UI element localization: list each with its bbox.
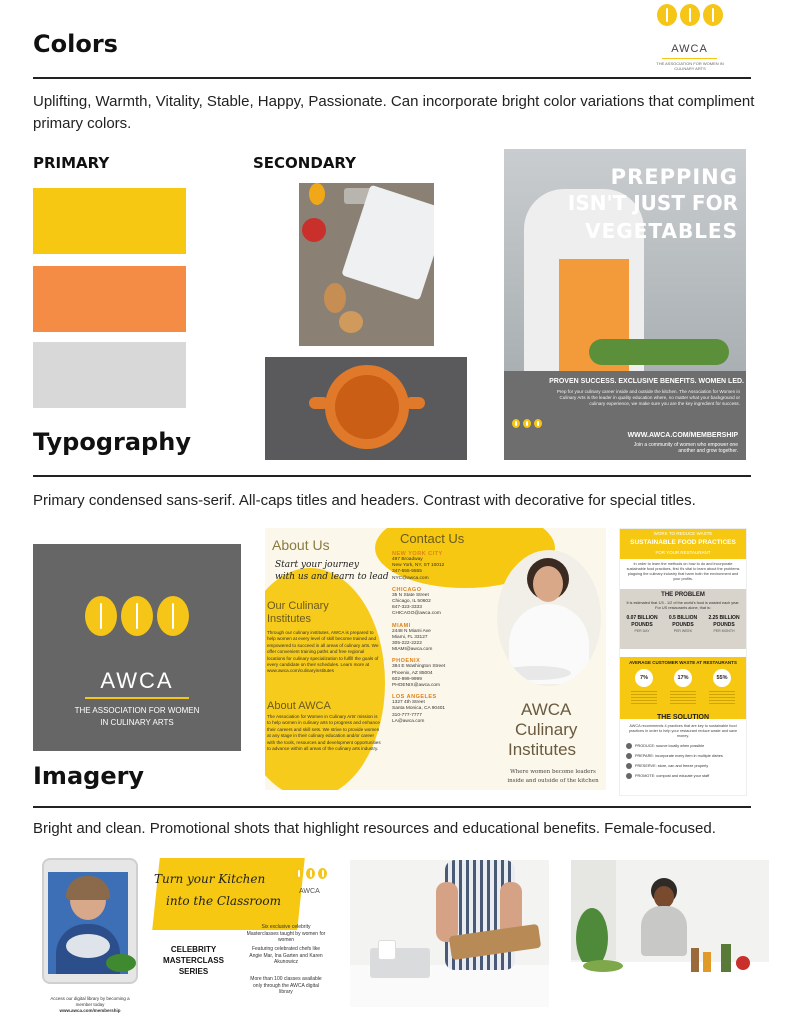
info-percents	[628, 669, 738, 705]
primary-label: PRIMARY	[33, 154, 110, 172]
solution-item	[626, 773, 742, 779]
brochure-big-3: Institutes	[508, 740, 577, 759]
solution-icon	[626, 753, 632, 759]
poster-url: WWW.AWCA.COM/MEMBERSHIP	[627, 432, 738, 439]
logo-name: AWCA	[671, 43, 708, 55]
brochure-institutes-body: Through our culinary institutes, AWCA is prepared to help women at every level of skill become trained and empowered to succeed in all areas of culinary arts. We offer convenient training paths and free regional locations for culinary specialization to fulfill the goals of every candidate on their schedules. Learn more at www.awca.com/culinaryinstitutes	[267, 630, 379, 674]
masterclass-text-2: Featuring celebrated chefs like Angie Mar, Ina Garten and Karen Akunowicz	[249, 946, 323, 965]
typography-title: Typography	[33, 428, 191, 456]
solution-icon	[626, 773, 632, 779]
swatch-gray	[33, 342, 186, 408]
location-block	[392, 623, 492, 654]
logo-tagline: THE ASSOCIATION FOR WOMEN IN CULINARY ARTS	[656, 61, 724, 71]
location-city: LOS ANGELES	[392, 694, 437, 701]
info-subtitle: FOR YOUR RESTAURANT	[655, 550, 711, 555]
info-title: SUSTAINABLE FOOD PRACTICES	[630, 539, 736, 546]
awca-logo	[647, 4, 737, 74]
poster-knife-icon	[534, 419, 542, 428]
brochure-big-1: AWCA	[521, 700, 572, 719]
stat-item	[622, 615, 662, 634]
location-block	[392, 658, 492, 689]
stat-unit: POUNDS	[672, 622, 694, 628]
masterclass-caption-1: Access our digital library by becoming a member today	[50, 996, 130, 1007]
solution-item	[626, 763, 742, 769]
spoon-icon	[680, 4, 700, 26]
colors-description: Uplifting, Warmth, Vitality, Stable, Happy, Passionate. Can incorporate bright color variations that compliment primary colors.	[33, 93, 755, 132]
info-solutions	[626, 743, 742, 783]
solution-icon	[626, 763, 632, 769]
ad-spoon-icon	[306, 868, 315, 879]
masterclass-series-3: SERIES	[178, 967, 209, 976]
location-line: 35 N State Street	[392, 592, 429, 598]
brochure-script-2: with us and learn to lead	[275, 572, 389, 582]
poster-headline-3: VEGETABLES	[585, 219, 738, 243]
percent-item	[667, 669, 699, 705]
solution-text: PREPARE: incorporate every item in multiple dishes	[635, 753, 723, 758]
percent-badge: 7%	[635, 669, 653, 687]
location-line: NYC@awca.com	[392, 575, 429, 581]
location-line: New York, NY, ST 10012	[392, 563, 445, 569]
imagery-title: Imagery	[33, 762, 145, 790]
location-line: 847-323-3333	[392, 605, 422, 611]
stat-unit: POUNDS	[631, 622, 653, 628]
page-title: Colors	[33, 30, 118, 58]
solution-icon	[626, 743, 632, 749]
stat-item	[663, 615, 703, 634]
photo-cutting-board	[350, 860, 549, 1007]
brochure-big-2: Culinary	[515, 720, 578, 739]
location-line: 310-777-7777	[392, 712, 422, 718]
location-city: CHICAGO	[392, 586, 422, 593]
location-city: NEW YORK CITY	[392, 551, 443, 557]
masterclass-script-1: Turn your Kitchen	[154, 872, 266, 886]
location-line: 305-222-2222	[392, 641, 422, 647]
knife-icon	[703, 4, 723, 26]
location-line: MIAMI@awca.com	[392, 647, 433, 653]
brochure-script-1: Start your journey	[275, 560, 359, 570]
percent-badge: 55%	[713, 669, 731, 687]
location-line: Santa Monica, CA 90401	[392, 706, 446, 712]
poster-headline-2: ISN'T JUST FOR	[567, 191, 738, 215]
location-city: PHOENIX	[392, 658, 421, 665]
location-line: Chicago, IL 50602	[392, 599, 431, 605]
location-line: CHICAGO@awca.com	[392, 611, 441, 617]
masterclass-ad	[36, 858, 341, 1016]
info-kicker: WORK TO REDUCE WASTE	[653, 531, 713, 536]
solution-text: PRODUCE: source locally when possible	[635, 743, 705, 748]
card-fork-icon	[85, 596, 117, 636]
info-solution-text: AWCA recommends 4 practices that are key to sustainable food practices in order to help your restaurant reduce waste and save money.	[628, 724, 738, 738]
info-waste-title: AVERAGE CUSTOMER WASTE AT RESTAURANTS	[629, 660, 737, 665]
solution-item	[626, 743, 742, 749]
card-logo-tagline-2: IN CULINARY ARTS	[100, 718, 174, 727]
institutes-brochure	[265, 528, 606, 790]
location-line: 347-555-5555	[392, 569, 422, 575]
typography-description: Primary condensed sans-serif. All-caps titles and headers. Contrast with decorative for special titles.	[33, 492, 696, 509]
info-problem-title: THE PROBLEM	[661, 592, 705, 598]
stat-period: PER MONTH	[713, 629, 735, 633]
masterclass-text-3: More than 100 classes available only through the AWCA digital library	[250, 976, 322, 995]
poster-footer: Join a community of women who empower one another and grow together.	[633, 442, 738, 454]
poster-spoon-icon	[523, 419, 531, 428]
card-spoon-icon	[121, 596, 153, 636]
location-line: PHOENIX@awca.com	[392, 683, 441, 689]
solution-text: PRESERVE: store, can and freeze properly	[635, 763, 709, 768]
sustainable-food-infographic	[619, 528, 747, 796]
percent-badge: 17%	[674, 669, 692, 687]
info-stats	[622, 615, 744, 634]
location-block	[392, 551, 492, 582]
stat-unit: POUNDS	[713, 622, 735, 628]
poster-headline-1: PREPPING	[610, 165, 738, 189]
secondary-label: SECONDARY	[253, 154, 357, 172]
location-line: LA@awca.com	[392, 718, 425, 724]
brochure-about-title: About Us	[272, 537, 330, 553]
masterclass-text-1: Six exclusive celebrity Masterclasses taught by women for women	[246, 924, 326, 943]
poster-tagline: PROVEN SUCCESS. EXCLUSIVE BENEFITS. WOMEN LED.	[549, 378, 744, 385]
masterclass-caption-2: www.awca.com/membership	[59, 1008, 121, 1013]
location-block	[392, 694, 492, 725]
brochure-about2-title: About AWCA	[267, 700, 331, 712]
ad-knife-icon	[318, 868, 327, 879]
percent-item	[628, 669, 660, 705]
location-line: 602-999-9999	[392, 676, 422, 682]
stat-item	[704, 615, 744, 634]
location-line: 497 Broadway	[392, 557, 423, 562]
location-line: Miami, FL 33127	[392, 634, 428, 640]
ad-fork-icon	[294, 868, 303, 879]
imagery-description: Bright and clean. Promotional shots that highlight resources and educational benefits. Female-focused.	[33, 820, 716, 837]
brochure-contact-title: Contact Us	[400, 531, 465, 546]
solution-text: PROMOTE: compost and educate your staff	[635, 773, 710, 778]
swatch-yellow	[33, 188, 186, 254]
fork-icon	[657, 4, 677, 26]
location-block	[392, 587, 492, 618]
swatch-orange	[33, 266, 186, 332]
location-city: MIAMI	[392, 622, 411, 629]
photo-orange-pot	[265, 357, 467, 460]
card-logo-name: AWCA	[100, 668, 174, 693]
card-knife-icon	[157, 596, 189, 636]
masterclass-logo: AWCA	[299, 888, 320, 895]
location-line: 384 E Washington Street	[392, 664, 446, 670]
brochure-institutes-title: Our Culinary Institutes	[267, 600, 329, 625]
location-line: 2448 N Miami Ave	[392, 628, 431, 634]
poster-fork-icon	[512, 419, 520, 428]
location-line: 1327 4th Street	[392, 700, 425, 706]
photo-woman-kitchen	[571, 860, 769, 1007]
stat-value: 0.07 BILLION	[626, 615, 658, 621]
brochure-locations	[392, 551, 492, 730]
card-logo-tagline-1: THE ASSOCIATION FOR WOMEN	[74, 706, 200, 715]
info-problem-text: It is estimated that 1/3 - 1/2 of the world's food is wasted each year. For US restaurants alone, that is:	[626, 601, 740, 610]
typography-logo-card	[33, 544, 241, 751]
location-line: Phoenix, AZ 85004	[392, 670, 433, 676]
masterclass-series-1: CELEBRITY	[170, 945, 217, 954]
stat-value: 2.25 BILLION	[708, 615, 740, 621]
stat-period: PER DAY	[634, 629, 650, 633]
masterclass-script-2: into the Classroom	[166, 894, 281, 908]
info-solution-title: THE SOLUTION	[656, 714, 710, 721]
stat-period: PER WEEK	[673, 629, 693, 633]
brochure-about2-body: The Association for Women in Culinary Arts' mission is to help women in culinary arts to progress and enhance their careers and skill sets. We strive to provide women at any stage in their culinary education and/or career with the tools, resources and development opportunities to advance within all areas of the culinary arts industry.	[267, 714, 381, 752]
masterclass-series-2: MASTERCLASS	[163, 956, 224, 965]
info-intro: In order to learn the methods on how to do and incorporate sustainable food practices, first it's vital to learn about the problems plaguing the culinary industry that harm both the environment and your profits.	[626, 562, 740, 581]
solution-item	[626, 753, 742, 759]
poster-body: Prep for your culinary career inside and outside the kitchen. The Association for Women in Culinary Arts is the leader in quality education where, no matter what your background or culinary experience, we make sure you are the key ingredient for success.	[556, 389, 740, 406]
brochure-where: Where women become leaders inside and outside of the kitchen	[507, 769, 599, 784]
prepping-poster	[504, 149, 746, 460]
percent-item	[706, 669, 738, 705]
photo-laptop-vegetables	[299, 183, 434, 346]
stat-value: 0.5 BILLION	[668, 615, 698, 621]
